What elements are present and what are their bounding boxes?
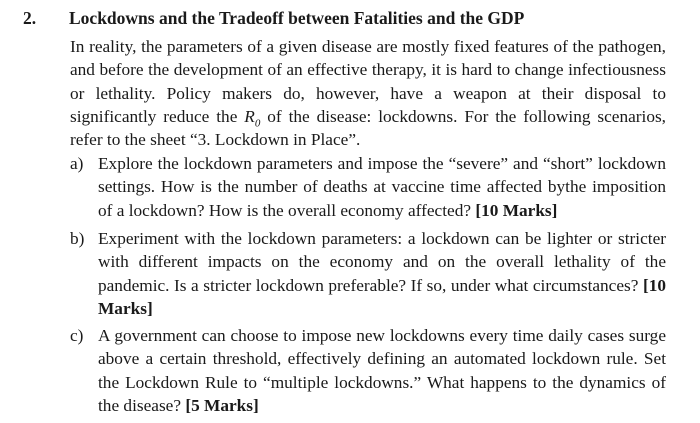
question-text: A government can choose to impose new lockdowns every time daily cases surge above a certain threshold, effectively defining an automated lockdown rule. Set the Lockdown Rule to “multiple lockdowns.” What happens to the dynamics of the disease?: [98, 326, 666, 415]
question-c: [70, 324, 666, 417]
section-number: 2.: [23, 8, 37, 28]
question-text: Experiment with the lockdown parameters: a lockdown can be lighter or stricter with different impacts on the economy and on the overall lethality of the pandemic. Is a stricter lockdown preferable? If so, under what circumstances?: [98, 229, 666, 295]
question-body: [98, 152, 666, 222]
section-heading: [23, 6, 683, 30]
question-text: Explore the lockdown parameters and impose the “severe” and “short” lockdown settings. How is the number of deaths at vaccine time affected bythe imposition of a lockdown? How is the overall economy affected?: [98, 154, 666, 220]
question-body: [98, 227, 666, 320]
question-marks: [10 Marks]: [475, 200, 558, 220]
question-marks: [5 Marks]: [185, 395, 259, 415]
question-a: [70, 152, 666, 222]
question-marker: c): [70, 326, 84, 345]
intro-text-part1: In reality, the parameters of a given disease are mostly fixed features of the pathogen, and before the development of an effective therapy, it is hard to change infectiousness or lethality. Policy makers do, however, have a weapon at their disposal to significantly reduce the: [70, 37, 666, 126]
question-b: [70, 227, 666, 320]
intro-text-part2: of the disease: lockdowns. For the following scenarios, refer to the sheet “3. Lockdown in Place”.: [70, 106, 666, 150]
r-naught-symbol: R: [244, 106, 255, 126]
question-marker: a): [70, 154, 84, 173]
section-title: Lockdowns and the Tradeoff between Fatalities and the GDP: [69, 8, 525, 28]
intro-paragraph: [70, 35, 666, 151]
question-marks: [10 Marks]: [98, 275, 666, 318]
r-naught-subscript: 0: [254, 117, 261, 130]
question-body: [98, 324, 666, 417]
question-marker: b): [70, 229, 85, 248]
